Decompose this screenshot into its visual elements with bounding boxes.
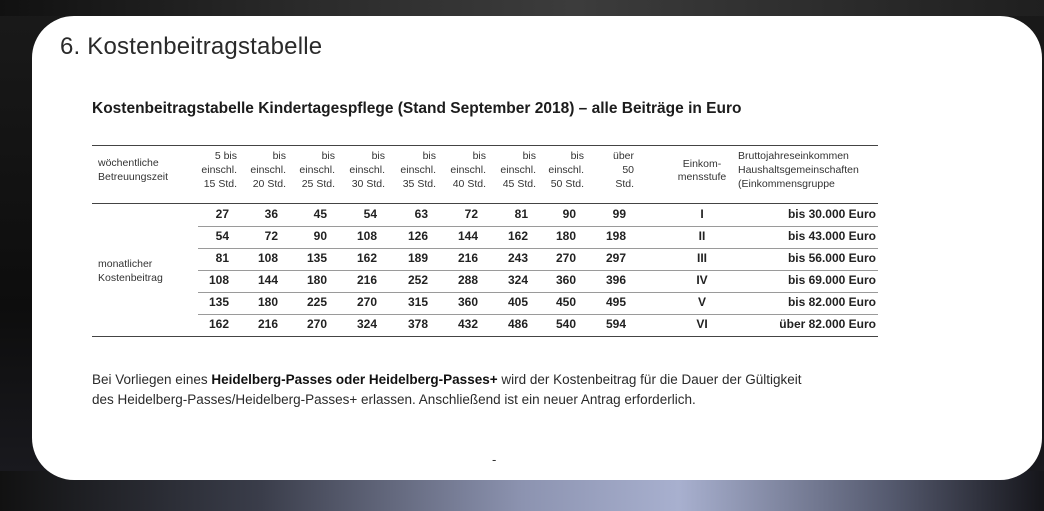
table-cell: 360 <box>457 295 478 309</box>
table-cell: 54 <box>215 229 229 243</box>
table-cell: 180 <box>555 229 576 243</box>
header-column-8-line-3: 50 Std. <box>550 178 584 190</box>
table-cell: 216 <box>257 317 278 331</box>
header-column-4-line-3: 30 Std. <box>351 178 385 190</box>
income-range-cell: bis 56.000 Euro <box>787 251 876 265</box>
table-cell: 108 <box>208 273 229 287</box>
header-column-8-line-2: einschl. <box>548 164 584 176</box>
header-label-care-time: Betreuungszeit <box>98 171 169 183</box>
header-gross-income-1: Bruttojahreseinkommen <box>738 150 849 162</box>
row-divider <box>198 314 878 315</box>
table-cell: 360 <box>555 273 576 287</box>
header-bottom-rule <box>92 203 878 204</box>
footer-mark: - <box>492 452 497 467</box>
note-bold: Heidelberg-Passes oder Heidelberg-Passes+ <box>211 372 498 387</box>
income-range-cell: bis 69.000 Euro <box>787 273 876 287</box>
table-cell: 432 <box>457 317 478 331</box>
table-cell: 486 <box>507 317 528 331</box>
table-cell: 72 <box>464 207 478 221</box>
table-title: Kostenbeitragstabelle Kindertagespflege (Stand September 2018) – alle Beiträge in Euro <box>92 100 742 117</box>
table-cell: 180 <box>257 295 278 309</box>
table-cell: 27 <box>215 207 229 221</box>
income-range-cell: bis 82.000 Euro <box>787 295 876 309</box>
header-column-1-line-1: 5 bis <box>214 150 237 162</box>
table-cell: 45 <box>313 207 327 221</box>
income-level-cell: III <box>696 251 707 265</box>
table-cell: 81 <box>215 251 229 265</box>
header-column-3-line-3: 25 Std. <box>301 178 335 190</box>
header-column-2-line-1: bis <box>272 150 286 162</box>
header-column-2-line-3: 20 Std. <box>252 178 286 190</box>
table-cell: 315 <box>407 295 428 309</box>
row-label-contribution: Kostenbeitrag <box>98 272 163 284</box>
table-cell: 72 <box>264 229 278 243</box>
table-cell: 90 <box>313 229 327 243</box>
row-divider <box>198 270 878 271</box>
income-level-cell: II <box>698 229 706 243</box>
table-cell: 108 <box>257 251 278 265</box>
header-column-9-line-1: über <box>612 150 634 162</box>
table-cell: 270 <box>555 251 576 265</box>
header-label-weekly: wöchentliche <box>98 157 159 169</box>
table-cell: 144 <box>457 229 478 243</box>
table-cell: 36 <box>264 207 278 221</box>
table-top-rule <box>92 145 878 146</box>
table-cell: 180 <box>306 273 327 287</box>
table-cell: 99 <box>612 207 626 221</box>
header-gross-income-3: (Einkommensgruppe <box>738 178 835 190</box>
header-income-level-1: Einkom- <box>682 158 722 170</box>
header-gross-income-2: Haushaltsgemeinschaften <box>738 164 859 176</box>
table-cell: 63 <box>414 207 428 221</box>
table-cell: 198 <box>605 229 626 243</box>
income-level-cell: V <box>697 295 706 309</box>
header-column-1-line-2: einschl. <box>201 164 237 176</box>
income-level-cell: IV <box>696 273 708 287</box>
section-title: 6. Kostenbeitragstabelle <box>60 33 323 60</box>
header-column-5-line-3: 35 Std. <box>402 178 436 190</box>
table-cell: 297 <box>605 251 626 265</box>
top-background-band <box>0 0 1044 16</box>
header-column-5-line-1: bis <box>422 150 436 162</box>
table-cell: 396 <box>605 273 626 287</box>
note-paragraph <box>92 370 912 409</box>
table-cell: 126 <box>407 229 428 243</box>
table-cell: 162 <box>208 317 229 331</box>
income-level-cell: I <box>700 207 704 221</box>
table-cell: 90 <box>562 207 576 221</box>
header-column-7-line-2: einschl. <box>500 164 536 176</box>
table-cell: 540 <box>555 317 576 331</box>
row-divider <box>198 292 878 293</box>
table-cell: 135 <box>306 251 327 265</box>
header-income-level-2: mensstufe <box>677 171 727 183</box>
header-column-7-line-1: bis <box>522 150 536 162</box>
table-cell: 270 <box>306 317 327 331</box>
header-column-6-line-2: einschl. <box>450 164 486 176</box>
table-cell: 108 <box>356 229 377 243</box>
header-column-6-line-3: 40 Std. <box>452 178 486 190</box>
table-cell: 495 <box>605 295 626 309</box>
header-column-6-line-1: bis <box>472 150 486 162</box>
table-cell: 225 <box>306 295 327 309</box>
table-cell: 450 <box>555 295 576 309</box>
table-bottom-rule <box>92 336 878 337</box>
note-text-2: wird der Kostenbeitrag für die Dauer der Gültigkeit <box>497 372 802 387</box>
header-column-3-line-2: einschl. <box>299 164 335 176</box>
header-column-2-line-2: einschl. <box>250 164 286 176</box>
header-column-4-line-1: bis <box>371 150 385 162</box>
table-cell: 216 <box>356 273 377 287</box>
header-column-3-line-1: bis <box>321 150 335 162</box>
table-cell: 594 <box>605 317 626 331</box>
table-cell: 243 <box>507 251 528 265</box>
table-cell: 324 <box>356 317 377 331</box>
note-text-1: Bei Vorliegen eines <box>92 372 212 387</box>
note-text-3: des Heidelberg-Passes/Heidelberg-Passes+ erlassen. Anschließend ist ein neuer Antrag erforderlich. <box>92 391 696 407</box>
table-cell: 162 <box>356 251 377 265</box>
row-divider <box>198 248 878 249</box>
income-range-cell: bis 30.000 Euro <box>787 207 876 221</box>
header-column-9-line-2: 50 <box>622 164 634 176</box>
table-cell: 54 <box>363 207 377 221</box>
table-cell: 189 <box>407 251 428 265</box>
header-column-8-line-1: bis <box>570 150 584 162</box>
table-cell: 162 <box>507 229 528 243</box>
income-level-cell: VI <box>696 317 708 331</box>
table-cell: 252 <box>407 273 428 287</box>
table-cell: 135 <box>208 295 229 309</box>
table-cell: 216 <box>457 251 478 265</box>
income-range-cell: bis 43.000 Euro <box>787 229 876 243</box>
table-cell: 81 <box>514 207 528 221</box>
row-divider <box>198 226 878 227</box>
header-column-1-line-3: 15 Std. <box>203 178 237 190</box>
table-cell: 270 <box>356 295 377 309</box>
row-label-monthly: monatlicher <box>98 258 153 270</box>
income-range-cell: über 82.000 Euro <box>779 317 876 331</box>
table-cell: 288 <box>457 273 478 287</box>
header-column-7-line-3: 45 Std. <box>502 178 536 190</box>
header-column-4-line-2: einschl. <box>349 164 385 176</box>
header-column-9-line-3: Std. <box>615 178 634 190</box>
table-cell: 378 <box>407 317 428 331</box>
table-cell: 405 <box>507 295 528 309</box>
table-cell: 324 <box>507 273 528 287</box>
header-column-5-line-2: einschl. <box>400 164 436 176</box>
table-cell: 144 <box>257 273 278 287</box>
